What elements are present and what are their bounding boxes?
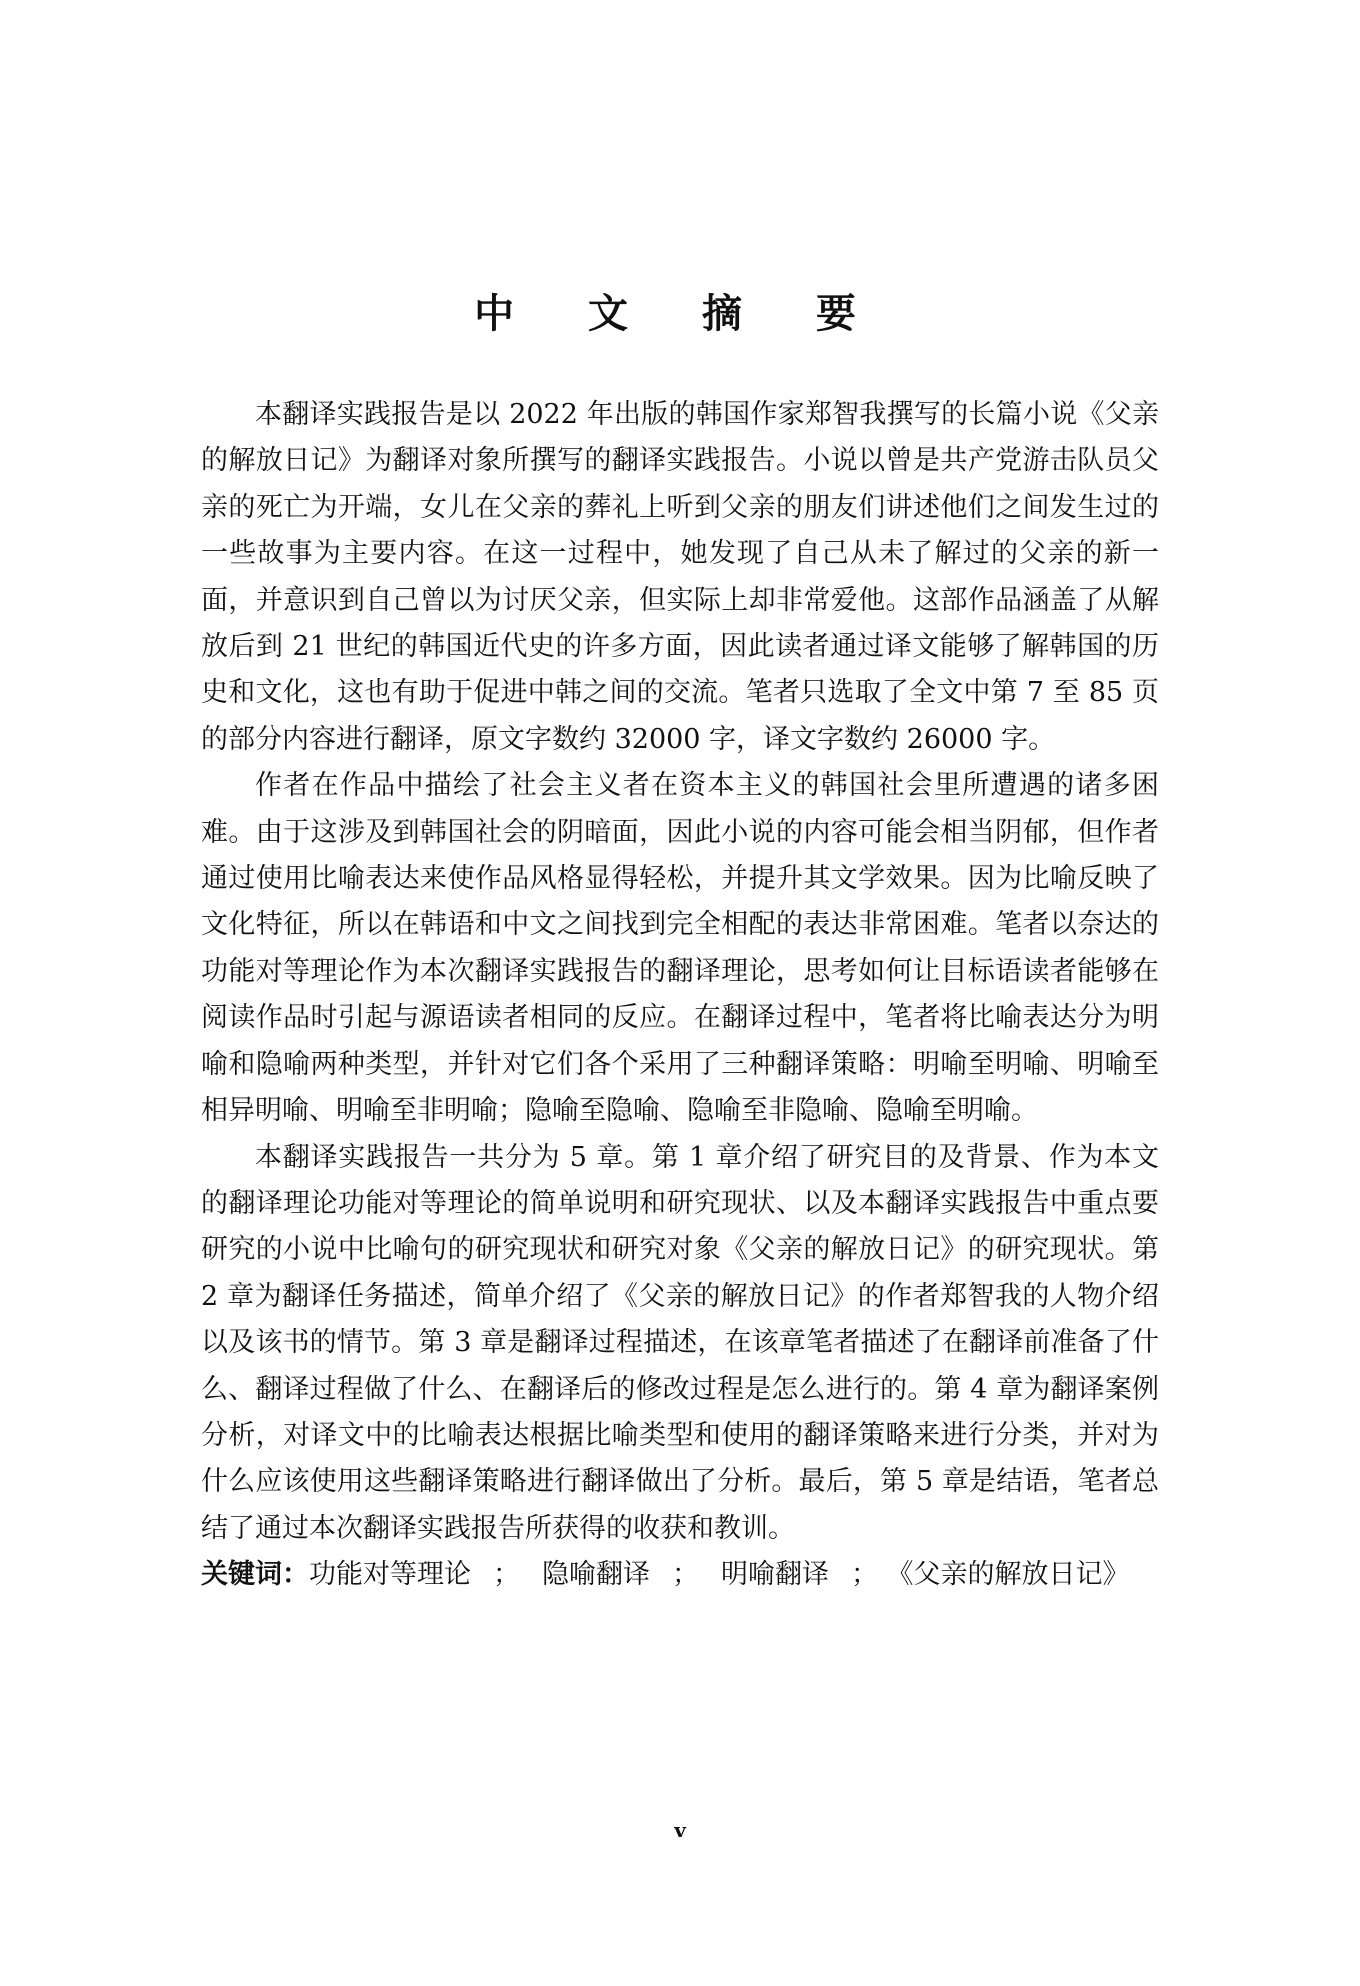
- abstract-body: [201, 392, 1159, 1599]
- keyword-item: 《父亲的解放日记》: [900, 1559, 1130, 1591]
- page-title: 中 文 摘 要: [474, 291, 886, 337]
- keyword-item: 隐喻翻译: [542, 1559, 650, 1591]
- keyword-item: 明喻翻译: [721, 1559, 829, 1591]
- keyword-separator: ；: [851, 1559, 878, 1591]
- keywords-label: 关键词：: [201, 1559, 309, 1591]
- keyword-item: 功能对等理论: [309, 1559, 471, 1591]
- keyword-separator: ；: [672, 1559, 699, 1591]
- page-number: v: [674, 1818, 686, 1842]
- abstract-paragraph-2: 作者在作品中描绘了社会主义者在资本主义的韩国社会里所遭遇的诸多困难。由于这涉及到韩国社会的阴暗面，因此小说的内容可能会相当阴郁，但作者通过使用比喻表达来使作品风格显得轻松，并提升其文学效果。因为比喻反映了文化特征，所以在韩语和中文之间找到完全相配的表达非常困难。笔者以奈达的功能对等理论作为本次翻译实践报告的翻译理论，思考如何让目标语读者能够在阅读作品时引起与源语读者相同的反应。在翻译过程中，笔者将比喻表达分为明喻和隐喻两种类型，并针对它们各个采用了三种翻译策略：明喻至明喻、明喻至相异明喻、明喻至非明喻；隐喻至隐喻、隐喻至非隐喻、隐喻至明喻。: [201, 770, 1159, 1127]
- keyword-separator: ；: [493, 1559, 520, 1591]
- abstract-paragraph-3: 本翻译实践报告一共分为 5 章。第 1 章介绍了研究目的及背景、作为本文的翻译理论功能对等理论的简单说明和研究现状、以及本翻译实践报告中重点要研究的小说中比喻句的研究现状和研究对象《父亲的解放日记》的研究现状。第 2 章为翻译任务描述，简单介绍了《父亲的解放日记》的作者郑智我的人物介绍以及该书的情节。第 3 章是翻译过程描述，在该章笔者描述了在翻译前准备了什么、翻译过程做了什么、在翻译后的修改过程是怎么进行的。第 4 章为翻译案例分析，对译文中的比喻表达根据比喻类型和使用的翻译策略来进行分类，并对为什么应该使用这些翻译策略进行翻译做出了分析。最后，第 5 章是结语，笔者总结了通过本次翻译实践报告所获得的收获和教训。: [201, 1141, 1159, 1544]
- abstract-paragraph-1: 本翻译实践报告是以 2022 年出版的韩国作家郑智我撰写的长篇小说《父亲的解放日记》为翻译对象所撰写的翻译实践报告。小说以曾是共产党游击队员父亲的死亡为开端，女儿在父亲的葬礼上听到父亲的朋友们讲述他们之间发生过的一些故事为主要内容。在这一过程中，她发现了自己从未了解过的父亲的新一面，并意识到自己曾以为讨厌父亲，但实际上却非常爱他。这部作品涵盖了从解放后到 21 世纪的韩国近代史的许多方面，因此读者通过译文能够了解韩国的历史和文化，这也有助于促进中韩之间的交流。笔者只选取了全文中第 7 至 85 页的部分内容进行翻译，原文字数约 32000 字，译文字数约 26000 字。: [201, 399, 1159, 755]
- keywords-line: [201, 1552, 1159, 1598]
